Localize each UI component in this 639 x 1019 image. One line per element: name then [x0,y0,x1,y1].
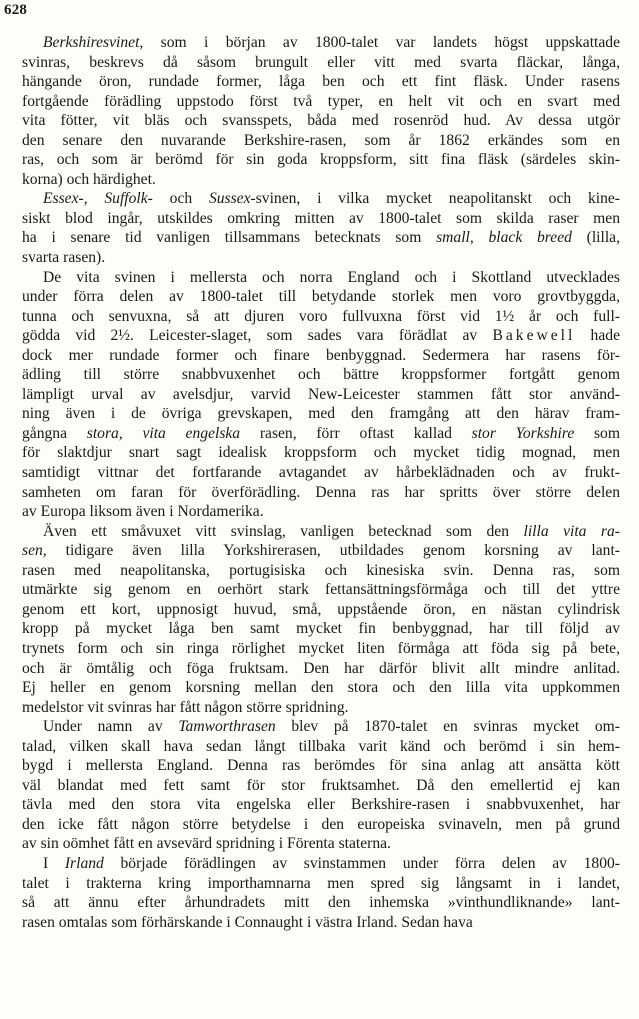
italic-text: sen, [22,542,47,560]
text-line [22,385,620,405]
text-run: den icke fått någon större betydelse i den europeiska svinaveln, men på grund [22,815,620,833]
text-run: väl blandat med fett samt för stor fruktsamhet. Då den emellertid ej kan [22,776,620,794]
text-run: gångna [22,424,87,442]
paragraph [22,522,620,717]
text-line [22,717,620,737]
text-line [22,209,620,229]
text-line [22,228,620,248]
text-line [22,619,620,639]
text-run: -svinen, i vilka mycket neapolitanskt och kine- [250,190,620,208]
text-line [22,170,620,190]
text-run: blev på 1870-talet en svinras mycket om- [275,718,620,736]
text-line [22,893,620,913]
text-run: tidigare även lilla Yorkshirerasen, utbildades genom korsning av lant- [46,542,620,560]
text-line [22,287,620,307]
text-run: tunna och senvuxna, så att djuren voro fullvuxna först vid 1½ år och full- [22,307,620,325]
text-line [22,874,620,894]
text-line [22,443,620,463]
text-line [22,326,620,346]
text-line [22,580,620,600]
text-line [22,53,620,73]
text-run: ning även i de övriga grevskapen, med den framgång att den härav fram- [22,405,620,423]
spaced-name: Bakewell [492,327,576,345]
text-line [22,307,620,327]
italic-text: stora, vita engelska [86,424,241,442]
text-run: under förra delen av 1800-talet till betydande storlek men voro grovtbyggda, [22,288,620,306]
text-line [22,365,620,385]
text-run: (lilla, [571,229,620,247]
text-run: som [574,424,620,442]
text-run: utmärkte sig genom en oerhört stark fettansättningsförmåga och till det yttre [22,581,620,599]
text-run: Även ett småvuxet vitt svinslag, vanligen betecknad som den [43,522,524,540]
text-line [22,737,620,757]
text-run: dock mer rundade former och finare benbyggnad. Sedermera har rasens för- [22,346,620,364]
text-run: Ej heller en genom korsning mellan den stora och den lilla vita uppkommen [22,679,620,697]
italic-text: small, black breed [436,229,572,247]
text-run: tävla med den stora vita engelska eller Berkshire-rasen i snabbvuxenhet, har [22,796,620,814]
text-line [22,600,620,620]
text-line [22,913,620,933]
text-line [22,541,620,561]
text-run: den senare den nuvarande Berkshire-rasen, som år 1862 erkändes som en [22,131,620,149]
text-line [22,150,620,170]
text-run: ras, och som är berömd för sin goda kroppsform, sitt fina fläsk (särdeles skin- [22,151,620,169]
text-run: rasen omtalas som förhärskande i Connaught i västra Irland. Sedan hava [22,913,473,931]
text-line [22,561,620,581]
italic-text: Essex-, [43,190,88,208]
italic-text: Irland [64,854,104,872]
text-run: medelstor vit svinras har fått någon större spridning. [22,698,349,716]
paragraph [22,854,620,932]
text-run: svarta rasen). [22,249,106,267]
text-run: trynets form och sin ringa rörlighet mycket liten förmåga att föda sig på bete, [22,639,620,657]
text-run: talet i trakterna kring importhamnarna men spred sig långsamt in i landet, [22,874,620,892]
text-run: så att ännu efter århundradets mitt den inhemska »vinthundliknande» lant- [22,894,620,912]
text-line [22,756,620,776]
text-run: rasen med neapolitanska, portugisiska och kinesiska svin. Denna ras, som [22,561,620,579]
italic-text: Sussex [208,190,251,208]
text-run: av Europa liksom även i Nordamerika. [22,503,264,521]
text-run: ha i senare tid vanligen tillsammans betecknats som [22,229,437,247]
text-line [22,776,620,796]
text-run: I [43,854,65,872]
text-line [22,795,620,815]
text-line [22,502,620,522]
paragraph [22,189,620,267]
text-line [22,854,620,874]
paragraph [22,33,620,189]
italic-text: stor Yorkshire [471,424,575,442]
text-line [22,72,620,92]
text-run: lämpligt urval av avelsdjur, varvid New-Leicester stammen fått stor använd- [22,385,620,403]
text-run: gödda vid 2½. Leicester-slaget, som sades vara förädlat av [22,327,493,345]
text-line [22,268,620,288]
text-run: korna) och härdighet. [22,170,156,188]
italic-text: lilla vita ra- [523,522,620,540]
text-run [88,190,105,207]
text-line [22,404,620,424]
text-line [22,33,620,53]
text-line [22,834,620,854]
text-line [22,189,620,209]
italic-text: Suffolk- [104,190,153,208]
text-run: samtidigt vittnar det fortfarande avtagandet av hårbeklädnaden och av frukt- [22,464,620,482]
paragraph [22,717,620,854]
text-line [22,463,620,483]
text-line [22,639,620,659]
text-run: De vita svinen i mellersta och norra England och i Skottland utvecklades [43,268,620,286]
text-run: började förädlingen av svinstammen under förra delen av 1800- [103,854,620,872]
text-run: Under namn av [43,718,179,736]
text-run: vita fötter, vit bläs och svansspets, båda med rosenröd hud. Av dessa utgör [22,112,620,130]
text-run: och [152,190,209,208]
text-line [22,111,620,131]
text-run: hade [575,327,620,345]
page-number: 628 [4,2,28,18]
text-run: samheten om faran för överförädling. Denna ras har spritts över större delen [22,483,620,501]
text-run: talad, vilken skall hava sedan långt tillbaka varit känd och berömd i sin hem- [22,737,620,755]
text-line [22,131,620,151]
text-run: rasen, förr oftast kallad [240,424,472,442]
text-line [22,92,620,112]
text-run: för slaktdjur snart sagt idealisk kroppsform och mycket tidig mognad, men [22,444,620,462]
italic-text: Tamworthrasen [178,718,276,736]
paragraph [22,268,620,522]
text-line [22,659,620,679]
text-line [22,698,620,718]
text-line [22,248,620,268]
text-run: svinras, beskrevs då såsom brungult eller vitt med svarta fläckar, långa, [22,53,620,71]
text-line [22,815,620,835]
text-line [22,678,620,698]
text-run: av sin oömhet fått en avsevärd spridning i Förenta staterna. [22,835,391,853]
italic-text: Berkshiresvinet, [43,34,144,51]
text-run: kropp på mycket låga ben samt mycket fin benbyggnad, har till följd av [22,620,620,638]
text-run: som i början av 1800-talet var landets högst uppskattade [143,34,620,51]
text-run: siskt blod ingår, utskildes omkring mitten av 1800-talet som skilda raser men [22,209,620,227]
text-run: genom ett kort, uppnosigt huvud, små, uppstående öron, en nästan cylindrisk [22,600,620,618]
text-line [22,424,620,444]
text-run: bygd i mellersta England. Denna ras berömdes för sina anlag att ansätta kött [22,757,620,775]
body-text [22,33,620,932]
text-run: ädling till större snabbvuxenhet och bättre kroppsformer fortgått genom [22,366,620,384]
text-run: och är ömtålig och föga fruktsam. Den har därför blivit allt mindre anlitad. [22,659,620,677]
text-line [22,346,620,366]
text-run: hängande öron, rundade former, låga ben och ett fint fläsk. Under rasens [22,73,620,91]
text-line [22,483,620,503]
text-run: fortgående förädling uppstodo först två typer, en helt vit och en svart med [22,92,620,110]
text-line [22,522,620,542]
